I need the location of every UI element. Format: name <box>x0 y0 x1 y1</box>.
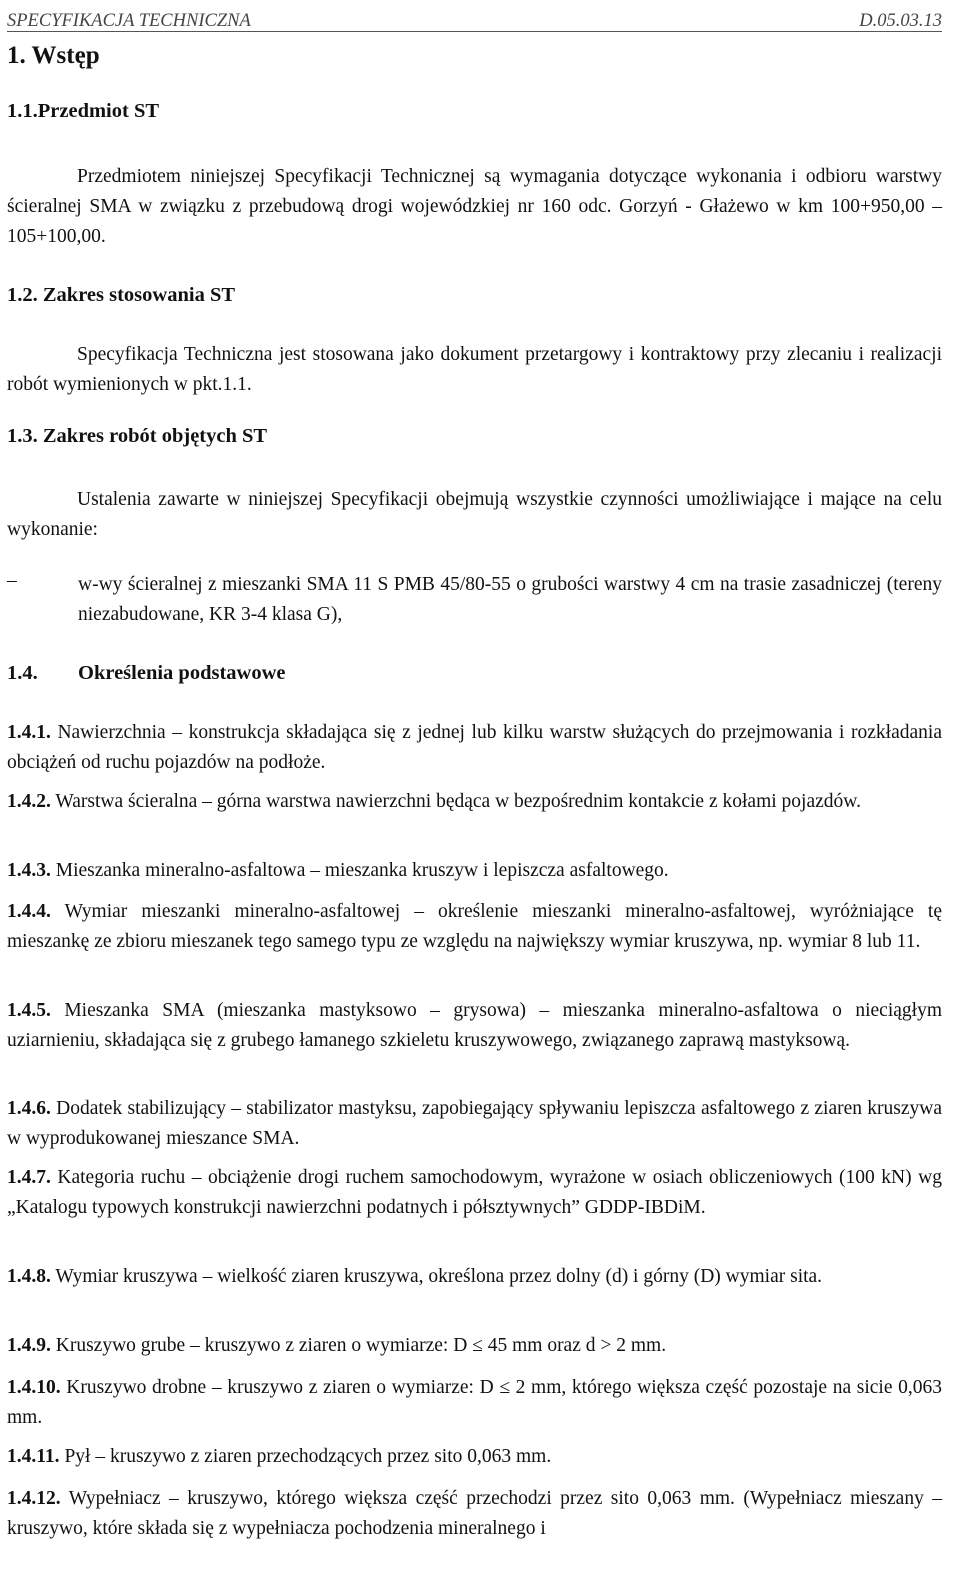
definition-1-4-6 <box>7 1094 942 1154</box>
definition-text: Kruszywo drobne – kruszywo z ziaren o wymiarze: D ≤ 2 mm, którego większa część pozostaje na sicie 0,063 mm. <box>7 1377 942 1428</box>
heading-1-4-text: Określenia podstawowe <box>78 662 286 684</box>
definition-1-4-11 <box>7 1442 942 1472</box>
bullet-item <box>7 570 942 630</box>
definition-number: 1.4.1. <box>7 722 51 743</box>
paragraph-1-3: Ustalenia zawarte w niniejszej Specyfikacji obejmują wszystkie czynności umożliwiające i mające na celu wykonanie: <box>7 489 942 540</box>
paragraph-1-1: Przedmiotem niniejszej Specyfikacji Technicznej są wymagania dotyczące wykonania i odbioru warstwy ścieralnej SMA w związku z przebudową drogi wojewódzkiej nr 160 odc. Gorzyń - Głażewo w km 100+950,00 – 105+100,00. <box>7 166 942 247</box>
definition-1-4-3 <box>7 856 942 886</box>
definition-number: 1.4.7. <box>7 1167 51 1188</box>
header-doc-title: SPECYFIKACJA TECHNICZNA <box>7 11 251 31</box>
definition-text: Wymiar mieszanki mineralno-asfaltowej – określenie mieszanki mineralno-asfaltowej, wyróżniające tę mieszankę ze zbioru mieszanek tego samego typu ze względu na największy wymiar kruszywa, np. wymiar 8 lub 11. <box>7 901 942 952</box>
header-rule <box>7 31 942 32</box>
definition-number: 1.4.9. <box>7 1335 51 1356</box>
definition-number: 1.4.8. <box>7 1266 51 1287</box>
definition-text: Mieszanka mineralno-asfaltowa – mieszanka kruszyw i lepiszcza asfaltowego. <box>50 860 669 881</box>
definition-number: 1.4.5. <box>7 1000 51 1021</box>
definition-number: 1.4.6. <box>7 1098 51 1119</box>
definition-text: Nawierzchnia – konstrukcja składająca się z jednej lub kilku warstw służących do przejmowania i rozkładania obciążeń od ruchu pojazdów na podłoże. <box>7 722 942 773</box>
definition-1-4-8 <box>7 1262 942 1292</box>
definition-1-4-2 <box>7 787 942 817</box>
definition-number: 1.4.10. <box>7 1377 61 1398</box>
definition-1-4-4 <box>7 897 942 957</box>
definition-text: Warstwa ścieralna – górna warstwa nawierzchni będąca w bezpośrednim kontakcie z kołami pojazdów. <box>50 791 861 812</box>
heading-1-4-number: 1.4. <box>7 662 38 684</box>
heading-1-4 <box>7 662 286 685</box>
definition-text: Kategoria ruchu – obciążenie drogi ruchem samochodowym, wyrażone w osiach obliczeniowych (100 kN) wg „Katalogu typowych konstrukcji nawierzchni podatnych i półsztywnych” GDDP-IBDiM. <box>7 1167 942 1218</box>
definition-text: Mieszanka SMA (mieszanka mastyksowo – grysowa) – mieszanka mineralno-asfaltowa o nieciągłym uziarnieniu, składająca się z grubego łamanego szkieletu kruszywowego, związanego zaprawą mastyksową. <box>7 1000 942 1051</box>
definition-1-4-12 <box>7 1484 942 1544</box>
definition-number: 1.4.12. <box>7 1488 61 1509</box>
bullet-text: w-wy ścieralnej z mieszanki SMA 11 S PMB 45/80-55 o grubości warstwy 4 cm na trasie zasadniczej (tereny niezabudowane, KR 3-4 klasa G), <box>78 574 942 625</box>
heading-1-2: 1.2. Zakres stosowania ST <box>7 284 236 306</box>
header-doc-code: D.05.03.13 <box>859 11 942 31</box>
bullet-dash: – <box>7 570 17 591</box>
definition-1-4-9 <box>7 1331 942 1361</box>
heading-1-1: 1.1.Przedmiot ST <box>7 100 160 122</box>
definition-number: 1.4.11. <box>7 1446 60 1467</box>
page-header <box>7 0 942 32</box>
definition-1-4-5 <box>7 996 942 1056</box>
definition-number: 1.4.4. <box>7 901 51 922</box>
definition-1-4-10 <box>7 1373 942 1433</box>
definition-1-4-7 <box>7 1163 942 1223</box>
definition-text: Wymiar kruszywa – wielkość ziaren kruszywa, określona przez dolny (d) i górny (D) wymiar sita. <box>50 1266 823 1287</box>
definition-number: 1.4.2. <box>7 791 51 812</box>
definition-text: Wypełniacz – kruszywo, którego większa część przechodzi przez sito 0,063 mm. (Wypełniacz mieszany – kruszywo, które składa się z wypełniacza pochodzenia mineralnego i <box>7 1488 942 1539</box>
definition-text: Dodatek stabilizujący – stabilizator mastyksu, zapobiegający spływaniu lepiszcza asfaltowego z ziaren kruszywa w wyprodukowanej mieszance SMA. <box>7 1098 942 1149</box>
section-title: 1. Wstęp <box>7 42 100 69</box>
definition-text: Pył – kruszywo z ziaren przechodzących przez sito 0,063 mm. <box>59 1446 552 1467</box>
definition-number: 1.4.3. <box>7 860 51 881</box>
heading-1-3: 1.3. Zakres robót objętych ST <box>7 425 268 447</box>
definition-1-4-1 <box>7 718 942 778</box>
definition-text: Kruszywo grube – kruszywo z ziaren o wymiarze: D ≤ 45 mm oraz d > 2 mm. <box>50 1335 667 1356</box>
paragraph-1-2: Specyfikacja Techniczna jest stosowana jako dokument przetargowy i kontraktowy przy zlecaniu i realizacji robót wymienionych w pkt.1.1. <box>7 344 942 395</box>
